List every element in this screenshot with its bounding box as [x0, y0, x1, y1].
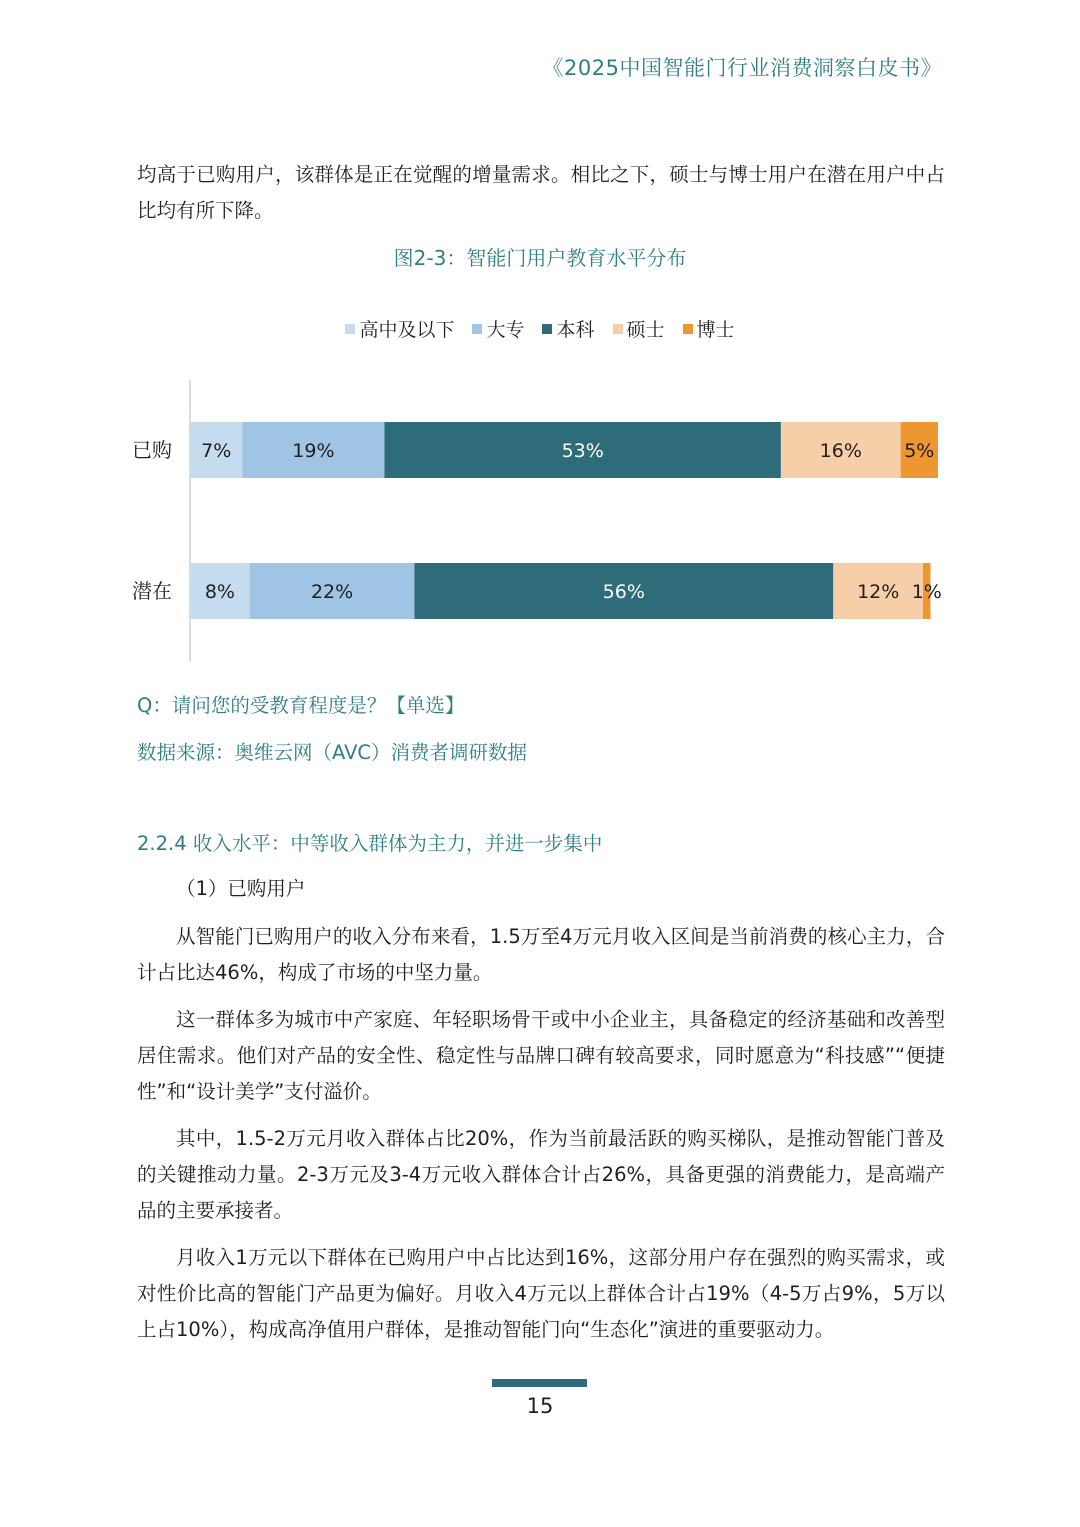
education-stacked-bar-chart	[0, 0, 1080, 700]
bar-data-label: 5%	[904, 440, 935, 462]
page-number: 15	[526, 1394, 554, 1418]
data-source: 数据来源：奥维云网（AVC）消费者调研数据	[137, 741, 528, 764]
intro-paragraph: 均高于已购用户，该群体是正在觉醒的增量需求。相比之下，硕士与博士用户在潜在用户中占比均有所下降。	[137, 163, 945, 222]
figure-title: 图2-3：智能门用户教育水平分布	[393, 246, 687, 270]
section-heading: 2.2.4 收入水平：中等收入群体为主力，并进一步集中	[137, 832, 603, 855]
survey-question: Q：请问您的受教育程度是？【单选】	[137, 694, 465, 717]
bar-data-label: 1%	[911, 581, 942, 603]
legend-label: 大专	[486, 319, 525, 341]
category-label: 已购	[132, 438, 172, 462]
legend-label: 本科	[556, 319, 595, 341]
sub-heading: （1）已购用户	[176, 877, 306, 900]
bar-data-label: 12%	[857, 581, 900, 603]
body-paragraph-4: 月收入1万元以下群体在已购用户中占比达到16%，这部分用户存在强烈的购买需求，或对性价比高的智能门产品更为偏好。月收入4万元以上群体合计占19%（4-5万占9%，5万以上占10%），构成高净值用户群体，是推动智能门向“生态化”演进的重要驱动力。	[137, 1246, 945, 1341]
bar-data-label: 7%	[201, 440, 232, 462]
bar-data-label: 8%	[204, 581, 235, 603]
bar-data-label: 22%	[310, 581, 354, 603]
document-header-title: 《2025中国智能门行业消费洞察白皮书》	[542, 56, 942, 80]
bar-data-label: 53%	[561, 440, 604, 462]
category-label: 潜在	[132, 579, 172, 603]
legend-label: 硕士	[626, 319, 665, 341]
legend-label: 博士	[696, 319, 735, 341]
page-footer-bar	[492, 1379, 587, 1387]
body-paragraph-3: 其中，1.5-2万元月收入群体占比20%，作为当前最活跃的购买梯队，是推动智能门普及的关键推动力量。2-3万元及3-4万元收入群体合计占26%，具备更强的消费能力，是高端产品的主要承接者。	[137, 1127, 945, 1222]
body-paragraph-2: 这一群体多为城市中产家庭、年轻职场骨干或中小企业主，具备稳定的经济基础和改善型居住需求。他们对产品的安全性、稳定性与品牌口碑有较高要求，同时愿意为“科技感”“便捷性”和“设计美学”支付溢价。	[137, 1008, 945, 1103]
body-paragraph-1: 从智能门已购用户的收入分布来看，1.5万至4万元月收入区间是当前消费的核心主力，合计占比达46%，构成了市场的中坚力量。	[137, 925, 945, 984]
bar-data-label: 16%	[819, 440, 862, 462]
legend-label: 高中及以下	[359, 319, 455, 341]
bar-data-label: 56%	[602, 581, 645, 603]
bar-data-label: 19%	[292, 440, 335, 462]
